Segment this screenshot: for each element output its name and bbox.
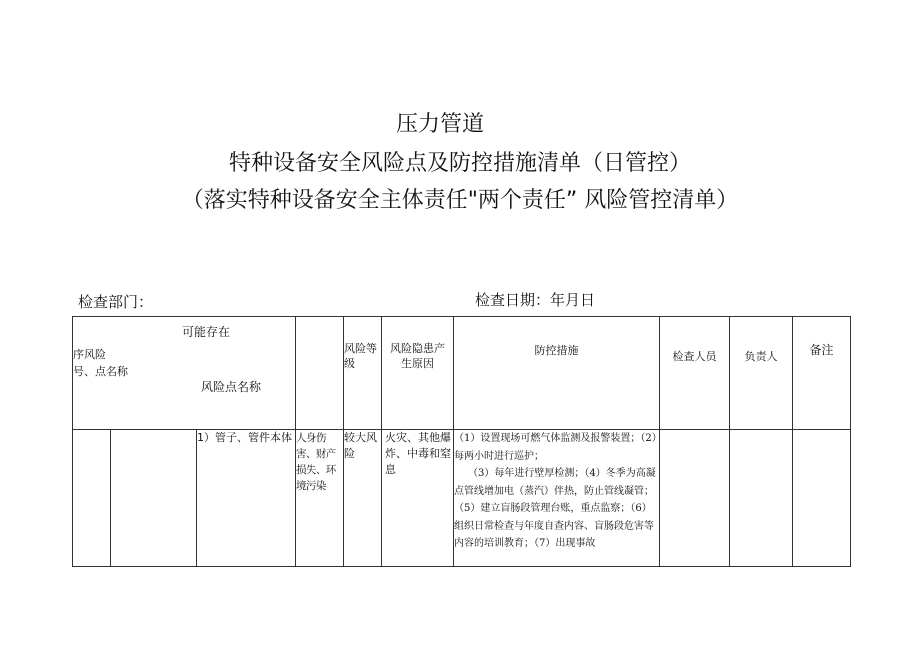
row-harm: 人身伤害、财产损失、环境污染: [296, 430, 344, 567]
header-inspector: 检查人员: [660, 317, 730, 430]
inspection-department-label: 检查部门：: [78, 293, 154, 311]
header-responsible: 负责人: [730, 317, 793, 430]
row-remark: [793, 430, 851, 567]
risk-control-table: [72, 316, 851, 567]
header-point-name: 风险点名称: [201, 380, 262, 394]
header-cause: 风险隐患产生原因: [382, 317, 454, 430]
inspection-date-label: 检查日期：年月日: [475, 291, 596, 309]
row-measures-part-1: （1）设置现场可燃气体监测及报警装置；（2）每两小时进行巡护；: [454, 433, 657, 462]
header-measures: 防控措施: [454, 317, 660, 430]
header-seq-top: 序风险: [73, 348, 106, 361]
table-row: [73, 430, 851, 567]
document-subtitle: 特种设备安全风险点及防控措施清单（日管控）: [228, 151, 691, 176]
document-title: 压力管道: [395, 112, 484, 137]
row-cause: 火灾、其他爆炸、中毒和窒息: [382, 430, 454, 567]
row-responsible: [730, 430, 793, 567]
header-seq-bottom: 号、点名称: [73, 365, 128, 378]
row-measures: [454, 430, 660, 567]
header-harm: [296, 317, 344, 430]
row-level: 较大风险: [344, 430, 382, 567]
header-possible: 可能存在: [182, 325, 231, 339]
row-seq: [73, 430, 111, 567]
row-item: 1）管子、管件本体: [197, 430, 296, 567]
table-header-row: [73, 317, 851, 430]
row-point: [111, 430, 197, 567]
header-seq-point: [73, 317, 296, 430]
header-level: 风险等级: [344, 317, 382, 430]
header-remark: 备注: [793, 317, 851, 430]
row-measures-part-2: （3）每年进行壁厚检测；（4）冬季为高凝点管线增加电（蒸汽）伴热，防止管线凝管；（5）建立盲肠段管理台账，重点监察；（6）组织日常检查与年度自查内容、盲肠段危害等内容的培训教育；（7）出现事故: [454, 468, 656, 549]
row-inspector: [660, 430, 730, 567]
document-subtitle-note: （落实特种设备安全主体责任"两个责任” 风险管控清单）: [181, 188, 739, 213]
